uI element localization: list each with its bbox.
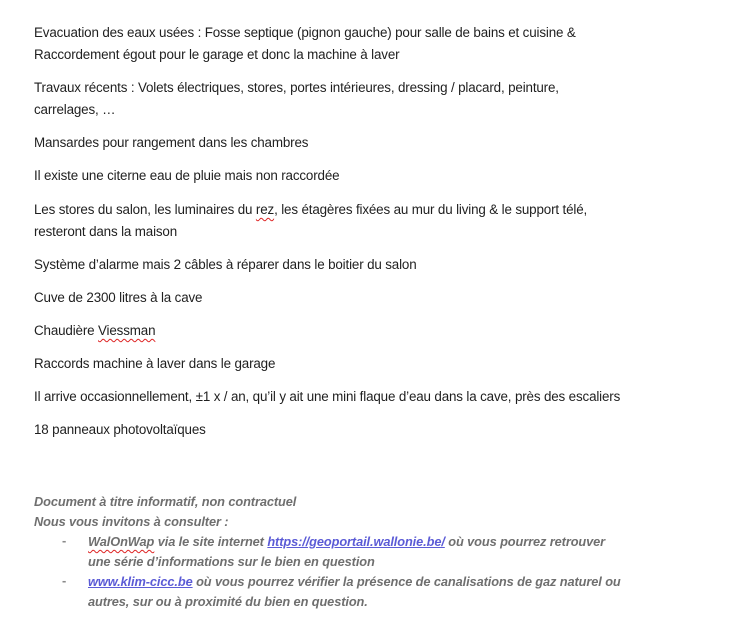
text-fragment: , les étagères fixées au mur du living & le support télé, bbox=[274, 202, 588, 217]
bullet-marker: - bbox=[62, 573, 67, 588]
paragraph-flaque bbox=[34, 386, 724, 408]
paragraph-photovoltaique bbox=[34, 419, 724, 441]
text-line: carrelages, … bbox=[34, 102, 116, 117]
text-line: Cuve de 2300 litres à la cave bbox=[34, 290, 203, 305]
text-line: Système d’alarme mais 2 câbles à réparer dans le boitier du salon bbox=[34, 257, 417, 272]
text-line: 18 panneaux photovoltaïques bbox=[34, 422, 206, 437]
text-line: autres, sur ou à proximité du bien en question. bbox=[88, 594, 368, 609]
text-fragment: Les stores du salon, les luminaires du bbox=[34, 202, 256, 217]
text-line: Mansardes pour rangement dans les chambres bbox=[34, 135, 309, 150]
notice-item-walonwap bbox=[88, 532, 728, 572]
paragraph-cuve bbox=[34, 287, 724, 309]
notice-invitation: Nous vous invitons à consulter : bbox=[34, 514, 229, 529]
text-fragment: Chaudière bbox=[34, 323, 99, 338]
text-fragment: via le site internet bbox=[154, 534, 268, 549]
text-line: Evacuation des eaux usées : Fosse septique (pignon gauche) pour salle de bains et cuisine & bbox=[34, 25, 576, 40]
text-line: une série d’informations sur le bien en question bbox=[88, 554, 375, 569]
paragraph-citerne bbox=[34, 165, 724, 187]
klim-cicc-link[interactable]: www.klim-cicc.be bbox=[88, 574, 193, 589]
text-line: resteront dans la maison bbox=[34, 224, 178, 239]
spellcheck-word: rez bbox=[255, 202, 275, 217]
text-line: Travaux récents : Volets électriques, stores, portes intérieures, dressing / placard, peinture, bbox=[34, 80, 559, 95]
spellcheck-word: WalOnWap bbox=[88, 534, 155, 549]
paragraph-chaudiere bbox=[34, 320, 724, 342]
text-fragment: où vous pourrez vérifier la présence de canalisations de gaz naturel ou bbox=[192, 574, 621, 589]
text-line: Raccords machine à laver dans le garage bbox=[34, 356, 276, 371]
paragraph-raccords bbox=[34, 353, 724, 375]
paragraph-mansardes bbox=[34, 132, 724, 154]
notice-item-klim bbox=[88, 572, 728, 612]
spellcheck-word: Viessman bbox=[98, 323, 156, 338]
paragraph-alarme bbox=[34, 254, 724, 276]
paragraph-evacuation bbox=[34, 22, 724, 66]
text-line: Raccordement égout pour le garage et donc la machine à laver bbox=[34, 47, 400, 62]
bullet-marker: - bbox=[62, 533, 67, 548]
text-line: Il arrive occasionnellement, ±1 x / an, qu’il y ait une mini flaque d’eau dans la cave, près des escaliers bbox=[34, 389, 621, 404]
geoportail-link[interactable]: https://geoportail.wallonie.be/ bbox=[267, 534, 445, 549]
text-fragment: où vous pourrez retrouver bbox=[444, 534, 606, 549]
text-line: Il existe une citerne eau de pluie mais non raccordée bbox=[34, 168, 340, 183]
notice-disclaimer: Document à titre informatif, non contractuel bbox=[34, 494, 297, 509]
paragraph-stores bbox=[34, 199, 724, 243]
paragraph-travaux bbox=[34, 77, 724, 121]
